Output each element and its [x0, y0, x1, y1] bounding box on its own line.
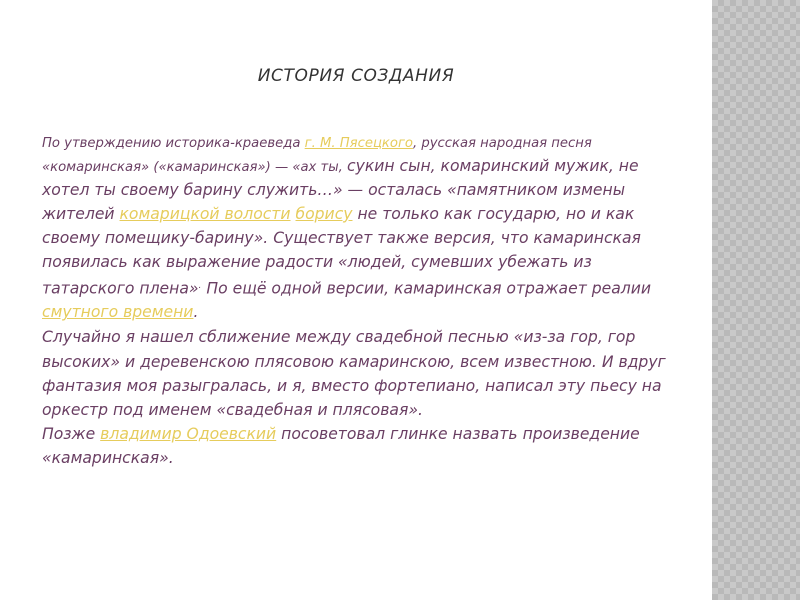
link-pyasetsky[interactable]: г. М. Пясецкого	[304, 136, 413, 151]
paragraph-2: Случайно я нашел сближение между свадебной песнью «из-за гор, гор высоких» и деревенскою плясовою камаринскою, всем известною. И вдруг фантазия моя разыгралась, и я, вместо фортепиано, написал эту пьесу на оркестр под именем «свадебная и плясовая».	[42, 328, 666, 419]
p1-dot-marker: .	[198, 281, 202, 291]
p1-after-link1: , русская народная песня «комаринская» («камаринская») — «ах ты,	[42, 136, 592, 175]
paragraph-1	[42, 132, 682, 325]
slide-body	[42, 132, 682, 471]
side-decor-band	[712, 0, 800, 600]
p1-lead: По утверждению историка-краеведа	[42, 136, 305, 151]
p1-after-dot: По ещё одной версии, камаринская отражает реалии	[201, 279, 652, 298]
link-boris[interactable]: борису	[295, 205, 353, 223]
paragraph-3	[42, 422, 682, 470]
p1-end: .	[193, 303, 199, 322]
link-odoevsky[interactable]: владимир Одоевский	[100, 425, 277, 444]
p1-big-part: сукин сын, комаринский мужик, не хотел ты своему барину служить…» — осталась «памятником измены жителей	[42, 157, 639, 223]
slide-title: ИСТОРИЯ СОЗДАНИЯ	[257, 66, 455, 86]
p3-lead: Позже	[42, 425, 101, 444]
link-komaritskaya-volost[interactable]: комарицкой волости	[119, 205, 291, 223]
p3-rest: посоветовал глинке назвать произведение «камаринская».	[42, 425, 640, 468]
p1-after-link3: не только как государю, но и как своему помещику-барину». Существует также версия, что камаринская появилась как выражение радости «людей, сумевших убежать из татарского плена»	[42, 205, 641, 298]
link-smutnoe-vremya[interactable]: смутного времени	[42, 303, 194, 322]
